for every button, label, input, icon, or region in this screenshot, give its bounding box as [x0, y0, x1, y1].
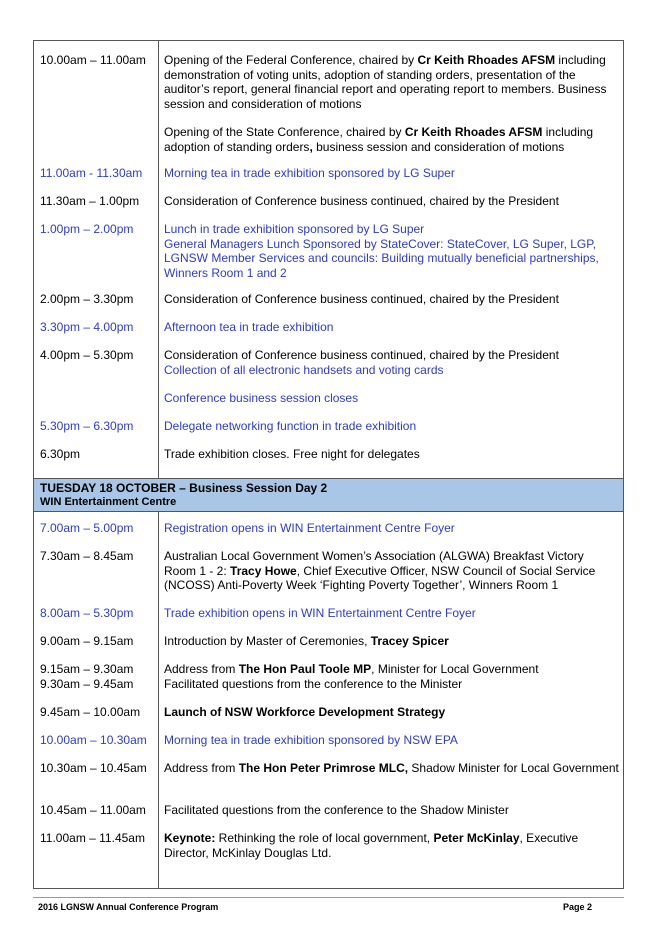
- session-description: [164, 803, 619, 818]
- session-time: 8.00am – 5.30pm: [40, 606, 134, 620]
- session-text: Address from The Hon Paul Toole MP, Minister for Local Government: [164, 662, 539, 676]
- session-description: [164, 320, 619, 335]
- session-description: [164, 348, 619, 406]
- session-time: 3.30pm – 4.00pm: [40, 320, 134, 334]
- session-text: Introduction by Master of Ceremonies, Tracey Spicer: [164, 634, 449, 648]
- session-time: 11.00am - 11.30am: [40, 166, 143, 180]
- column-divider: [158, 40, 159, 478]
- page-number: Page 2: [562, 902, 592, 912]
- session-time: 1.00pm – 2.00pm: [40, 222, 134, 236]
- session-time: 4.00pm – 5.30pm: [40, 348, 134, 362]
- session-text: Australian Local Government Women’s Association (ALGWA) Breakfast Victory Room 1 - 2: Tracy Howe, Chief Executive Officer, NSW Council of Social Service (NCOSS) Anti-Poverty Week ‘Fighting Poverty Together’, Winners Room 1: [164, 549, 596, 592]
- session-text: Consideration of Conference business continued, chaired by the President: [164, 348, 559, 362]
- session-note: Collection of all electronic handsets and voting cards: [164, 362, 444, 377]
- session-description: [164, 705, 619, 720]
- session-description: [164, 831, 619, 860]
- session-time: 5.30pm – 6.30pm: [40, 419, 134, 433]
- column-divider: [158, 512, 159, 889]
- day-banner: [34, 478, 623, 512]
- session-text: Morning tea in trade exhibition sponsored by LG Super: [164, 166, 455, 180]
- session-description: [164, 419, 619, 434]
- session-text: Afternoon tea in trade exhibition: [164, 320, 334, 334]
- session-time: 9.45am – 10.00am: [40, 705, 141, 719]
- session-time: 9.15am – 9.30am 9.30am – 9.45am: [40, 662, 134, 691]
- session-text: Address from The Hon Peter Primrose MLC, Shadow Minister for Local Government: [164, 761, 619, 775]
- session-description: [164, 733, 619, 748]
- session-description: [164, 194, 619, 209]
- session-text: Consideration of Conference business continued, chaired by the President: [164, 194, 559, 208]
- session-description: [164, 606, 619, 621]
- session-description: [164, 634, 619, 649]
- banner-subtitle: WIN Entertainment Centre: [40, 496, 177, 508]
- session-time: 11.00am – 11.45am: [40, 831, 145, 845]
- session-time: 10.00am – 10.30am: [40, 733, 147, 747]
- session-description: [164, 761, 619, 776]
- session-description: [164, 549, 619, 593]
- session-time: 11.30am – 1.00pm: [40, 194, 140, 208]
- session-text: Trade exhibition opens in WIN Entertainment Centre Foyer: [164, 606, 476, 620]
- session-text: Keynote: Rethinking the role of local government, Peter McKinlay, Executive Director, McKinlay Douglas Ltd.: [164, 831, 579, 860]
- session-description: [164, 662, 619, 691]
- footer-divider: [33, 897, 624, 898]
- session-text: Facilitated questions from the conference to the Minister: [164, 676, 463, 691]
- session-text: Consideration of Conference business continued, chaired by the President: [164, 292, 559, 306]
- session-text: Delegate networking function in trade exhibition: [164, 419, 417, 433]
- session-text: General Managers Lunch Sponsored by StateCover: StateCover, LG Super, LGP, LGNSW Member Services and councils: Building mutually beneficial partnerships, Winners Room 1 and 2: [164, 236, 599, 280]
- session-description: [164, 521, 619, 536]
- session-text: Facilitated questions from the conference to the Shadow Minister: [164, 803, 509, 817]
- banner-title: TUESDAY 18 OCTOBER – Business Session Day 2: [40, 481, 328, 495]
- session-time: 10.00am – 11.00am: [40, 53, 146, 67]
- session-time: 2.00pm – 3.30pm: [40, 292, 134, 306]
- session-time: 7.00am – 5.00pm: [40, 521, 134, 535]
- session-time: 6.30pm: [40, 447, 81, 461]
- session-description: [164, 447, 619, 462]
- session-description: [164, 222, 619, 280]
- session-description: [164, 53, 619, 154]
- session-text: Launch of NSW Workforce Development Strategy: [164, 705, 446, 719]
- session-text: Opening of the State Conference, chaired by Cr Keith Rhoades AFSM including adoption of standing orders, business session and consideration of motions: [164, 125, 594, 154]
- session-text: Morning tea in trade exhibition sponsored by NSW EPA: [164, 733, 458, 747]
- session-text: Opening of the Federal Conference, chaired by Cr Keith Rhoades AFSM including demonstration of voting units, adoption of standing orders, presentation of the auditor’s report, general financial report and operating report to members. Business session and consideration of motions: [164, 53, 607, 111]
- footer-title: 2016 LGNSW Annual Conference Program: [38, 902, 219, 912]
- session-time: 9.00am – 9.15am: [40, 634, 134, 648]
- session-time: 7.30am – 8.45am: [40, 549, 134, 563]
- session-description: [164, 166, 619, 181]
- session-text: Lunch in trade exhibition sponsored by LG Super: [164, 222, 425, 236]
- session-time: 10.30am – 10.45am: [40, 761, 147, 775]
- session-time: 10.45am – 11.00am: [40, 803, 146, 817]
- session-text: Trade exhibition closes. Free night for delegates: [164, 447, 420, 461]
- session-text: Registration opens in WIN Entertainment Centre Foyer: [164, 521, 455, 535]
- session-description: [164, 292, 619, 307]
- session-note: Conference business session closes: [164, 391, 359, 405]
